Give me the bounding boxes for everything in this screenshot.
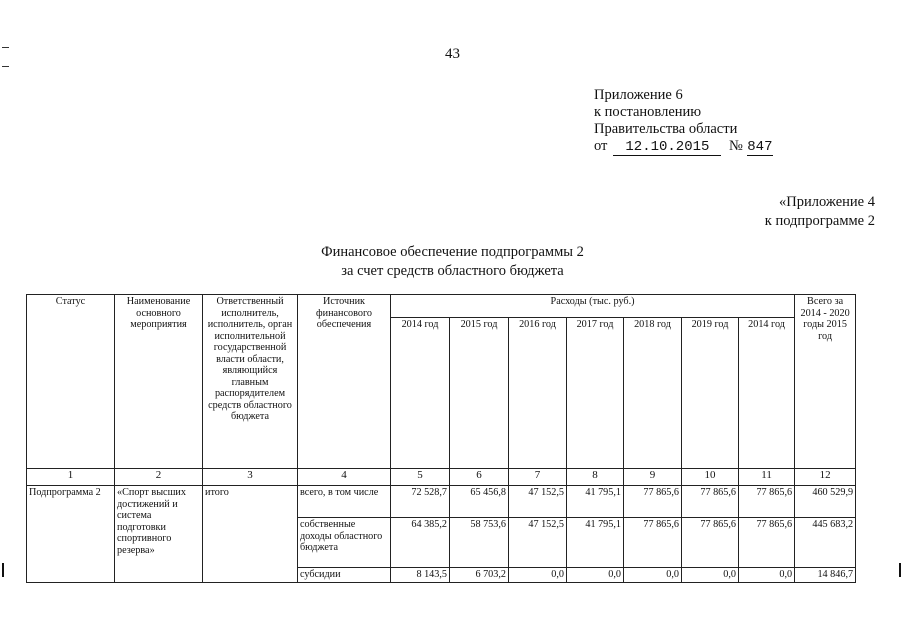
column-number: 12 (795, 469, 856, 486)
margin-mark (2, 47, 9, 48)
value-cell: 77 865,6 (682, 518, 739, 568)
header-year: 2018 год (624, 318, 682, 469)
number-prefix: № (729, 138, 743, 154)
header-total: Всего за 2014 - 2020 годы 2015 год (795, 295, 856, 469)
total-cell: 445 683,2 (795, 518, 856, 568)
value-cell: 72 528,7 (391, 486, 450, 518)
appendix-line: к постановлению (594, 104, 702, 120)
source-cell: субсидии (298, 568, 391, 583)
column-number: 5 (391, 469, 450, 486)
value-cell: 77 865,6 (624, 486, 682, 518)
column-number: 3 (203, 469, 298, 486)
margin-mark (2, 66, 9, 67)
scan-edge-mark (899, 563, 901, 577)
value-cell: 0,0 (682, 568, 739, 583)
header-year: 2014 год (391, 318, 450, 469)
header-year: 2019 год (682, 318, 739, 469)
header-year: 2017 год (567, 318, 624, 469)
header-year: 2016 год (509, 318, 567, 469)
value-cell: 77 865,6 (739, 486, 795, 518)
column-number: 8 (567, 469, 624, 486)
value-cell: 0,0 (567, 568, 624, 583)
table-row (27, 486, 856, 518)
title-line: Финансовое обеспечение подпрограммы 2 (321, 244, 584, 260)
value-cell: 77 865,6 (682, 486, 739, 518)
header-status: Статус (27, 295, 115, 469)
column-number: 10 (682, 469, 739, 486)
appendix-line: Приложение 6 (594, 87, 683, 103)
column-number: 9 (624, 469, 682, 486)
appendix-block (594, 87, 773, 156)
total-cell: 460 529,9 (795, 486, 856, 518)
header-row (27, 295, 856, 318)
column-number: 2 (115, 469, 203, 486)
value-cell: 0,0 (509, 568, 567, 583)
column-number: 7 (509, 469, 567, 486)
previous-appendix-line: к подпрограмме 2 (764, 213, 875, 229)
header-year: 2015 год (450, 318, 509, 469)
column-number-row (27, 469, 856, 486)
value-cell: 77 865,6 (624, 518, 682, 568)
appendix-line: Правительства области (594, 121, 738, 137)
decree-date: 12.10.2015 (613, 140, 721, 156)
total-cell: 14 846,7 (795, 568, 856, 583)
document-title (0, 243, 905, 281)
value-cell: 0,0 (739, 568, 795, 583)
previous-appendix-block (765, 193, 875, 231)
appendix-date-line (594, 138, 773, 156)
value-cell: 77 865,6 (739, 518, 795, 568)
header-source: Источник финансового обеспечения (298, 295, 391, 469)
header-year: 2014 год (739, 318, 795, 469)
decree-number: 847 (747, 139, 773, 155)
title-line: за счет средств областного бюджета (341, 263, 564, 279)
source-cell: собственные доходы областного бюджета (298, 518, 391, 568)
column-number: 6 (450, 469, 509, 486)
value-cell: 41 795,1 (567, 486, 624, 518)
value-cell: 47 152,5 (509, 518, 567, 568)
value-cell: 65 456,8 (450, 486, 509, 518)
value-cell: 6 703,2 (450, 568, 509, 583)
executor-cell: итого (203, 486, 298, 583)
value-cell: 0,0 (624, 568, 682, 583)
header-expenses: Расходы (тыс. руб.) (391, 295, 795, 318)
header-executor: Ответственный исполнитель, исполнитель, орган исполнительной государственной власти области, являющийся главным распорядителем средств областного бюджета (203, 295, 298, 469)
column-number: 4 (298, 469, 391, 486)
value-cell: 47 152,5 (509, 486, 567, 518)
activity-name-cell: «Спорт высших достижений и система подготовки спортивного резерва» (115, 486, 203, 583)
status-cell: Подпрограмма 2 (27, 486, 115, 583)
value-cell: 41 795,1 (567, 518, 624, 568)
page-number: 43 (445, 46, 460, 62)
previous-appendix-line: «Приложение 4 (779, 194, 875, 210)
value-cell: 58 753,6 (450, 518, 509, 568)
date-prefix: от (594, 138, 608, 154)
column-number: 1 (27, 469, 115, 486)
column-number: 11 (739, 469, 795, 486)
value-cell: 8 143,5 (391, 568, 450, 583)
source-cell: всего, в том числе (298, 486, 391, 518)
scan-edge-mark (2, 563, 4, 577)
header-name: Наименование основного мероприятия (115, 295, 203, 469)
value-cell: 64 385,2 (391, 518, 450, 568)
financing-table (26, 294, 856, 583)
